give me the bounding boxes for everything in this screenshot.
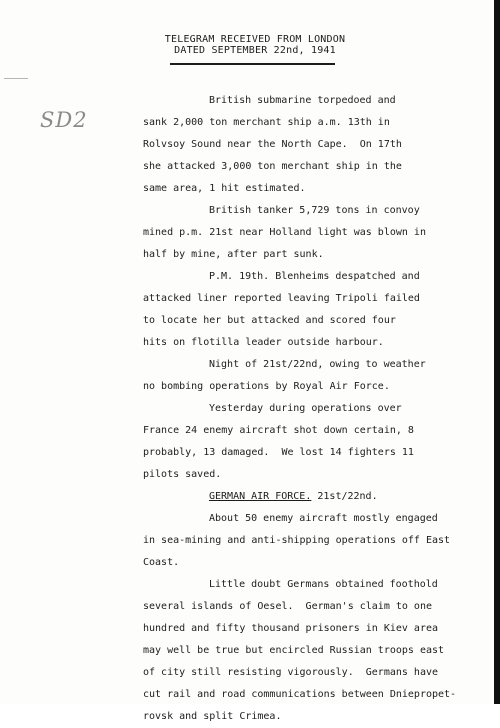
text-line: same area, 1 hit estimated. xyxy=(143,183,306,194)
text-line: Coast. xyxy=(143,557,180,568)
header-title: TELEGRAM RECEIVED FROM LONDON xyxy=(164,34,346,45)
text-line: hundred and fifty thousand prisoners in Kiev area xyxy=(143,623,439,634)
header-underline xyxy=(170,63,335,65)
text-line: Little doubt Germans obtained foothold xyxy=(209,579,438,590)
text-line: sank 2,000 ton merchant ship a.m. 13th in xyxy=(143,117,390,128)
telegram-header xyxy=(130,34,380,56)
text-line: hits on flotilla leader outside harbour. xyxy=(143,337,384,348)
text-line: she attacked 3,000 ton merchant ship in the xyxy=(143,161,402,172)
text-line: Night of 21st/22nd, owing to weather xyxy=(209,359,426,370)
text-line: British tanker 5,729 tons in convoy xyxy=(209,205,420,216)
scan-edge-border xyxy=(494,0,500,704)
text-line: mined p.m. 21st near Holland light was blown in xyxy=(143,227,426,238)
text-line: pilots saved. xyxy=(143,469,222,480)
text-line: France 24 enemy aircraft shot down certain, 8 xyxy=(143,425,414,436)
text-line: probably, 13 damaged. We lost 14 fighters 11 xyxy=(143,447,414,458)
text-line: P.M. 19th. Blenheims despatched and xyxy=(209,271,420,282)
text-line: cut rail and road communications between Dniepropet- xyxy=(143,689,457,700)
section-heading: GERMAN AIR FORCE. xyxy=(209,491,312,502)
text-line: no bombing operations by Royal Air Force. xyxy=(143,381,390,392)
text-line: half by mine, after part sunk. xyxy=(143,249,324,260)
text-line: British submarine torpedoed and xyxy=(209,95,396,106)
text-line: may well be true but encircled Russian troops east xyxy=(143,645,445,656)
section-date: 21st/22nd. xyxy=(311,491,378,502)
text-line: attacked liner reported leaving Tripoli failed xyxy=(143,293,420,304)
section-heading-line xyxy=(209,486,378,508)
text-line: rovsk and split Crimea. xyxy=(143,711,282,722)
header-date: DATED SEPTEMBER 22nd, 1941 xyxy=(174,45,336,56)
text-line: About 50 enemy aircraft mostly engaged xyxy=(209,513,438,524)
text-line: to locate her but attacked and scored four xyxy=(143,315,396,326)
text-line: in sea-mining and anti-shipping operations off East xyxy=(143,535,451,546)
text-line: Yesterday during operations over xyxy=(209,403,402,414)
text-line: several islands of Oesel. German's claim to one xyxy=(143,601,432,612)
handwritten-margin-note: SD2 xyxy=(40,108,88,132)
margin-mark xyxy=(4,78,28,79)
text-line: Rolvsoy Sound near the North Cape. On 17th xyxy=(143,139,402,150)
text-line: of city still resisting vigorously. Germans have xyxy=(143,667,439,678)
